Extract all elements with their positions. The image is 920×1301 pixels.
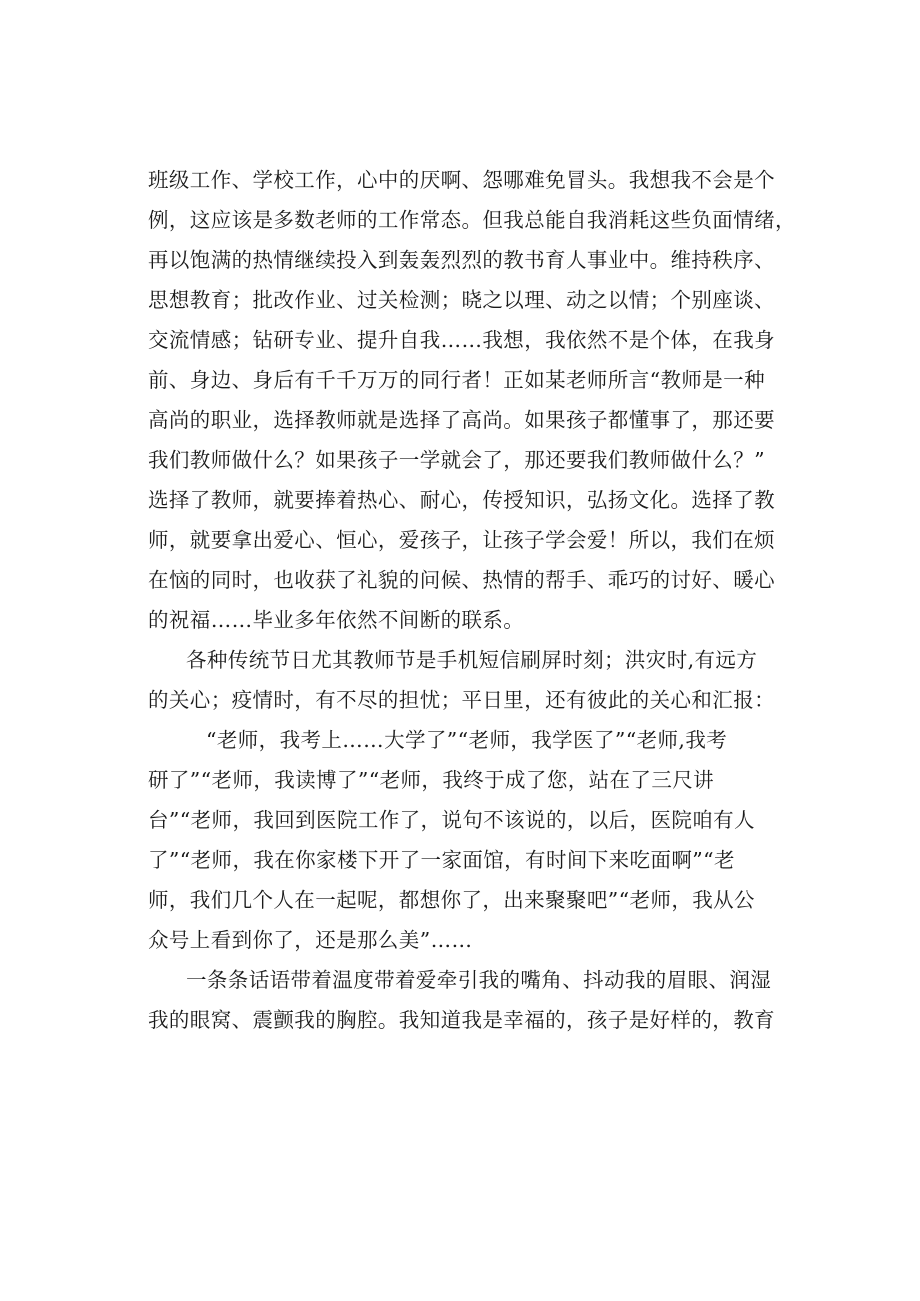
paragraph-first-line: 一条条话语带着温度带着爱牵引我的嘴角、抖动我的眉眼、润湿 bbox=[186, 968, 772, 992]
text-line: 研了”“老师，我读博了”“老师，我终于成了您，站在了三尺讲 bbox=[148, 768, 715, 792]
text-line: 选择了教师，就要捧着热心、耐心，传授知识，弘扬文化。选择了教 bbox=[148, 488, 775, 512]
text-line: 师，就要拿出爱心、恒心，爱孩子，让孩子学会爱！所以，我们在烦 bbox=[148, 528, 775, 552]
text-line: 在恼的同时，也收获了礼貌的问候、热情的帮手、乖巧的讨好、暖心 bbox=[148, 568, 775, 592]
text-line: 的祝福……毕业多年依然不间断的联系。 bbox=[148, 608, 525, 632]
text-line: 我们教师做什么？如果孩子一学就会了，那还要我们教师做什么？” bbox=[148, 448, 765, 472]
text-line: 的关心；疫情时，有不尽的担忧；平日里，还有彼此的关心和汇报： bbox=[148, 688, 775, 712]
text-line: 了”“老师，我在你家楼下开了一家面馆，有时间下来吃面啊”“老 bbox=[148, 848, 735, 872]
text-line: 前、身边、身后有千千万万的同行者！正如某老师所言“教师是一种 bbox=[148, 368, 765, 392]
text-line: 思想教育；批改作业、过关检测；晓之以理、动之以情；个别座谈、 bbox=[148, 288, 775, 312]
text-line: 众号上看到你了，还是那么美”…… bbox=[148, 928, 473, 952]
paragraph-first-line: “老师，我考上……大学了”“老师，我学医了”“老师,我考 bbox=[206, 728, 728, 752]
text-line: 台”“老师，我回到医院工作了，说句不该说的，以后，医院咱有人 bbox=[148, 808, 755, 832]
text-line: 再以饱满的热情继续投入到轰轰烈烈的教书育人事业中。维持秩序、 bbox=[148, 248, 775, 272]
text-line: 例，这应该是多数老师的工作常态。但我总能自我消耗这些负面情绪， bbox=[148, 208, 796, 232]
text-line: 师，我们几个人在一起呢，都想你了，出来聚聚吧”“老师，我从公 bbox=[148, 888, 755, 912]
text-line: 高尚的职业，选择教师就是选择了高尚。如果孩子都懂事了，那还要 bbox=[148, 408, 775, 432]
document-body bbox=[148, 160, 820, 1040]
text-line: 我的眼窝、震颤我的胸腔。我知道我是幸福的，孩子是好样的，教育 bbox=[148, 1008, 775, 1032]
text-line: 交流情感；钻研专业、提升自我……我想，我依然不是个体，在我身 bbox=[148, 328, 775, 352]
text-line: 班级工作、学校工作，心中的厌啊、怨哪难免冒头。我想我不会是个 bbox=[148, 168, 775, 192]
paragraph-first-line: 各种传统节日尤其教师节是手机短信刷屏时刻；洪灾时,有远方 bbox=[186, 648, 758, 672]
